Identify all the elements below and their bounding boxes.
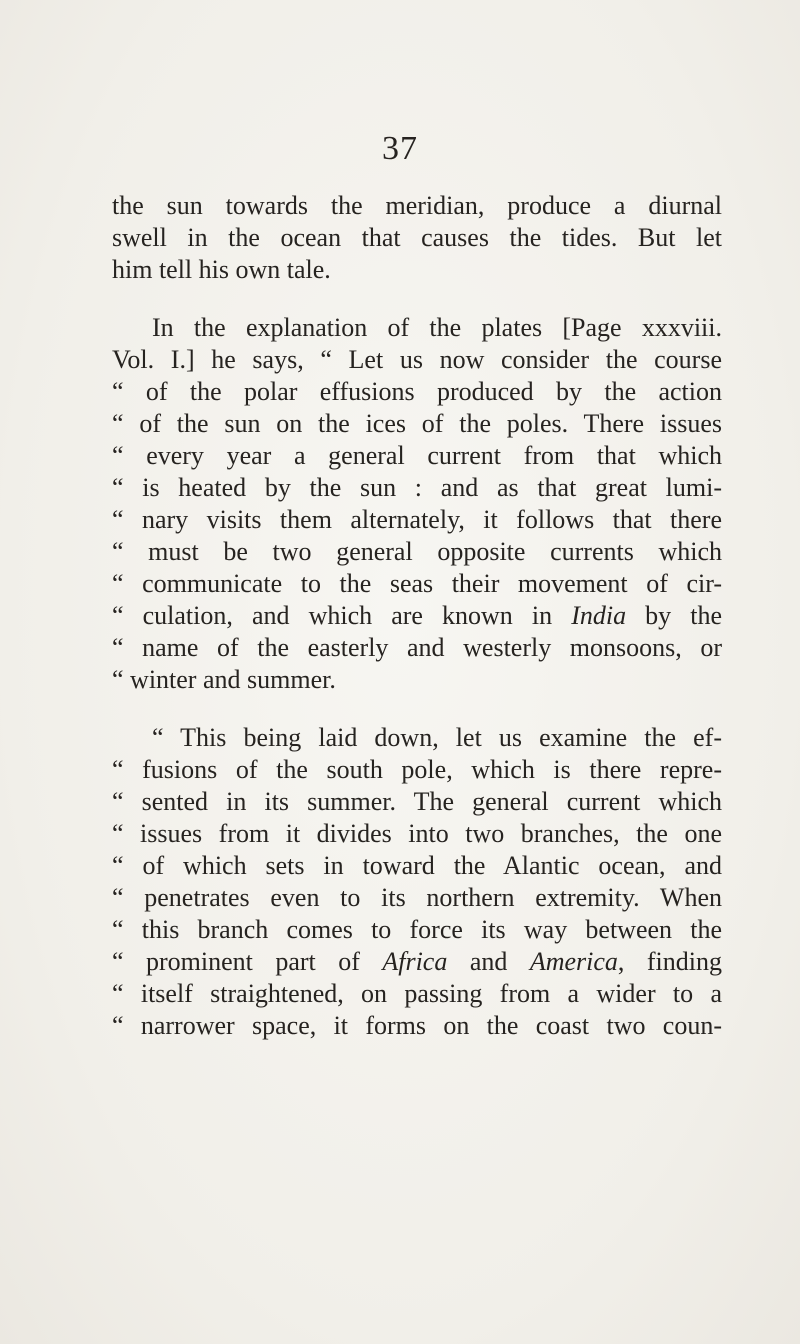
- paragraph-2: [112, 312, 722, 696]
- text-line: “ of the sun on the ices of the poles. There issues: [112, 409, 722, 438]
- text-line: “ narrower space, it forms on the coast two coun-: [112, 1011, 722, 1040]
- paragraph-1: [112, 190, 722, 286]
- body-text: [112, 190, 722, 1042]
- text-line: “ every year a general current from that which: [112, 441, 722, 470]
- paragraph-3: [112, 722, 722, 1042]
- text-line: “ winter and summer.: [112, 665, 336, 694]
- text-line: “ name of the easterly and westerly monsoons, or: [112, 633, 722, 662]
- text-line: “ fusions of the south pole, which is there repre-: [112, 755, 722, 784]
- text-line: Vol. I.] he says, “ Let us now consider the course: [112, 345, 722, 374]
- text-line: “ issues from it divides into two branches, the one: [112, 819, 722, 848]
- page-number: 37: [382, 130, 418, 167]
- paragraph-gap: [112, 696, 722, 722]
- text-line: “ of the polar effusions produced by the action: [112, 377, 722, 406]
- text-line: “ itself straightened, on passing from a wider to a: [112, 979, 722, 1008]
- text-line: “ this branch comes to force its way between the: [112, 915, 722, 944]
- text-line: “ nary visits them alternately, it follows that there: [112, 505, 722, 534]
- text-line: “ communicate to the seas their movement of cir-: [112, 569, 722, 598]
- text-line: him tell his own tale.: [112, 255, 331, 284]
- text-line: swell in the ocean that causes the tides. But let: [112, 223, 722, 252]
- text-line: “ of which sets in toward the Alantic ocean, and: [112, 851, 722, 880]
- text-line: “ sented in its summer. The general current which: [112, 787, 722, 816]
- text-line: “ penetrates even to its northern extremity. When: [112, 883, 722, 912]
- text-line: In the explanation of the plates [Page xxxviii.: [152, 313, 722, 342]
- text-line: “ This being laid down, let us examine the ef-: [152, 723, 722, 752]
- text-line: “ culation, and which are known in India by the: [112, 601, 723, 630]
- text-line: “ prominent part of Africa and America, finding: [112, 947, 722, 976]
- text-line: “ is heated by the sun : and as that great lumi-: [112, 473, 722, 502]
- text-line: “ must be two general opposite currents which: [112, 537, 722, 566]
- paragraph-gap: [112, 286, 722, 312]
- text-line: the sun towards the meridian, produce a diurnal: [112, 191, 722, 220]
